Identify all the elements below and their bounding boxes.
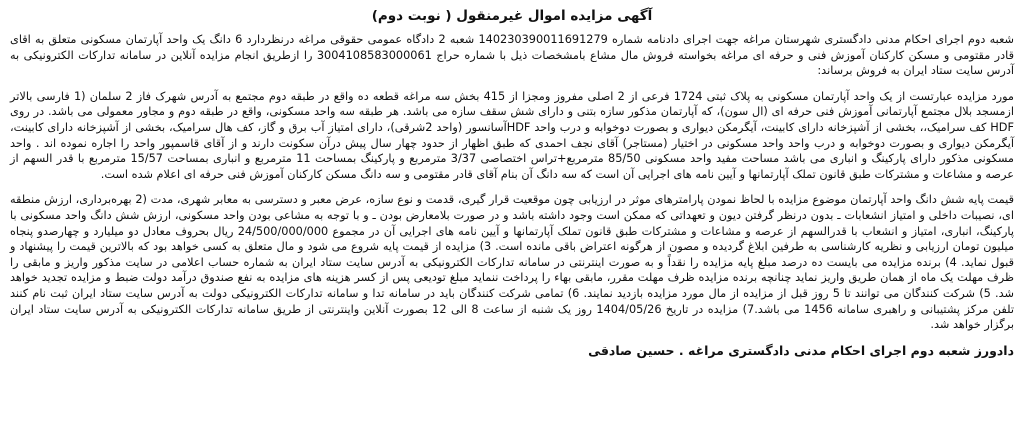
notice-signature: دادورز شعبه دوم اجرای احکام مدنی دادگستری مراغه . حسین صادقی (588, 342, 1014, 358)
notice-title: آگهی مزایده اموال غیرمنقول ( نوبت دوم) (371, 8, 653, 24)
notice-item-2-paragraph: قیمت پایه شش دانگ واحد آپارتمان موضوع مزایده با لحاظ نمودن پارامترهای موثر در ارزیابی چون موقعیت قرار گیری، قدمت و نوع سازه، عرض معبر و دسترسی به معابر شهری، مدت (2 بهره‌برداری، ارزش منطقه ای، نصیبات داخلی و امتیاز انشعابات ـ بدون درنظر گرفتن دیون و تعهداتی که ممکن است وجود داشته باشد و در صورت بلامعارض بودن ـ و با توجه به مشاعی بودن واحد مسکونی، ارزش شش دانگ واحد مسکونی با پارکینگ، انباری، امتیاز و انشعاب با قدرالسهم از عرصه و مشاعات و مشترکات طبق قانون تملک آپارتمانها و آیین نامه های اجرایی آن در مجموع 24/500/000/000 ریال بحروف معادل دو میلیارد و چهارصدو پنجاه میلیون تومان ارزیابی و نظریه کارشناسی به طرفین ابلاغ گردیده و مصون از هرگونه اعتراض باقی مانده است. 3) مزایده از قیمت پایه شروع می شود و مال متعلق به کسی خواهد بود که بالاترین قیمت را پیشنهاد و قبول نماید. 4) برنده مزایده می بایست ده درصد مبلغ پایه مزایده را نقداً و به صورت اینترنتی در سامانه تدارکات الکترونیکی به آدرس سایت ستاد ایران به شماره حساب اعلامی در سایت مذکور واریز و مابقی را ظرف مهلت یک ماه از همان طریق واریز نماید چنانچه برنده مزایده ظرف مهلت مقرر، مابقی بهاء را پرداخت ننماید مبلغ تودیعی پس از کسر هزینه های مزایده به نفع صندوق درآمد دولت ضبط و مزایده تجدید خواهد شد. 5) شرکت کنندگان می توانند تا 5 روز قبل از مزایده از مال مورد مزایده بازدید نمایند. 6) تمامی شرکت کنندگان باید در سامانه تدا و سامانه تدارکات الکترونیکی دولت به آدرس سایت ستاد ایران ثبت نام کنند تلفن مرکز پشتیبانی و راهبری سامانه 1456 می باشد.7) مزایده در تاریخ 1404/05/26 روز یک شنبه از ساعت 8 الی 12 بصورت آنلاین واینترنتی از طریق سامانه تدارکات الکترونیکی به آدرس سایت ستاد ایران برگزار خواهد شد. (10, 193, 1015, 332)
notice-item-1-paragraph: مورد مزایده عبارتست از یک واحد آپارتمان مسکونی به پلاک ثبتی 1724 فرعی از 2 اصلی مفروز ومجزا از 415 بخش سه مراغه قطعه ده واقع در طبقه دوم مجتمع به آدرس شهرک فاز 2 سلمان (1 فارسی بالاتر ازمسجد بلال مجتمع آپارتمانی آموزش فنی حرفه ای (ال سون)، که آپارتمان مذکور سازه بتنی و دارای شش سقف سازه می باشد. هر طبقه سه واحد مسکونی، واقع در طبقه دوم و مجاور معمولی می باشد. در روی HDF کف سرامیک،، بخشی از آشپزخانه دارای کابینت، آیگرمکن دیواری و بصورت دوخوابه و درب واحد HDFآسانسور (واحد 2شرقی)، دارای امتیاز آب برق و گاز، کف هال سرامیک، بخشی از آشپزخانه دارای کابینت، آیگرمکن دیواری و بصورت دوخوابه و درب واحد واحد مسکونی در اختیار (مستاجر) آقای نجف احمدی که طبق اظهار از حدود چهار سال پیش درآن سکونت دارند و از آقای قاسمپور واحد را اجاره نموده اند . واحد مسکونی مذکور دارای پارکینگ و انباری می باشد مساحت مفید واحد مسکونی 85/50 مترمربع+تراس اختصاصی 3/37 مترمربع و پارکینگ بمساحت 11 مترمربع و انباری بمساحت 15/57 مترمربع با قدر السهم از عرصه و مشاعات و مشترکات طبق قانون تملک آپارتمانها و آیین نامه های اجرایی آن است که سه دانگ آن بنام آقای قادر مقتومی و سه دانگ مسکن کارکنان آموزش فنی حرفه ای اعلام شده است. (10, 89, 1014, 181)
notice-intro-paragraph: شعبه دوم اجرای احکام مدنی دادگستری شهرستان مراغه جهت اجرای دادنامه شماره 140230390011691279 شعبه 2 دادگاه عمومی حقوقی مراغه درنظردارد 6 دانگ یک واحد آپارتمان مسکونی متعلق به اقای قادر مقتومی و مسکن کارکنان آموزش فنی و حرفه ای مراغه بخواسته فروش مال مشاع بامشخصات ذیل با شماره حراج 3004108583000061 را ازطریق انجام مزایده آنلاین در سامانه تدارکات الکترونیکی به آدرس سایت ستاد ایران به فروش برساند: (10, 33, 1015, 78)
